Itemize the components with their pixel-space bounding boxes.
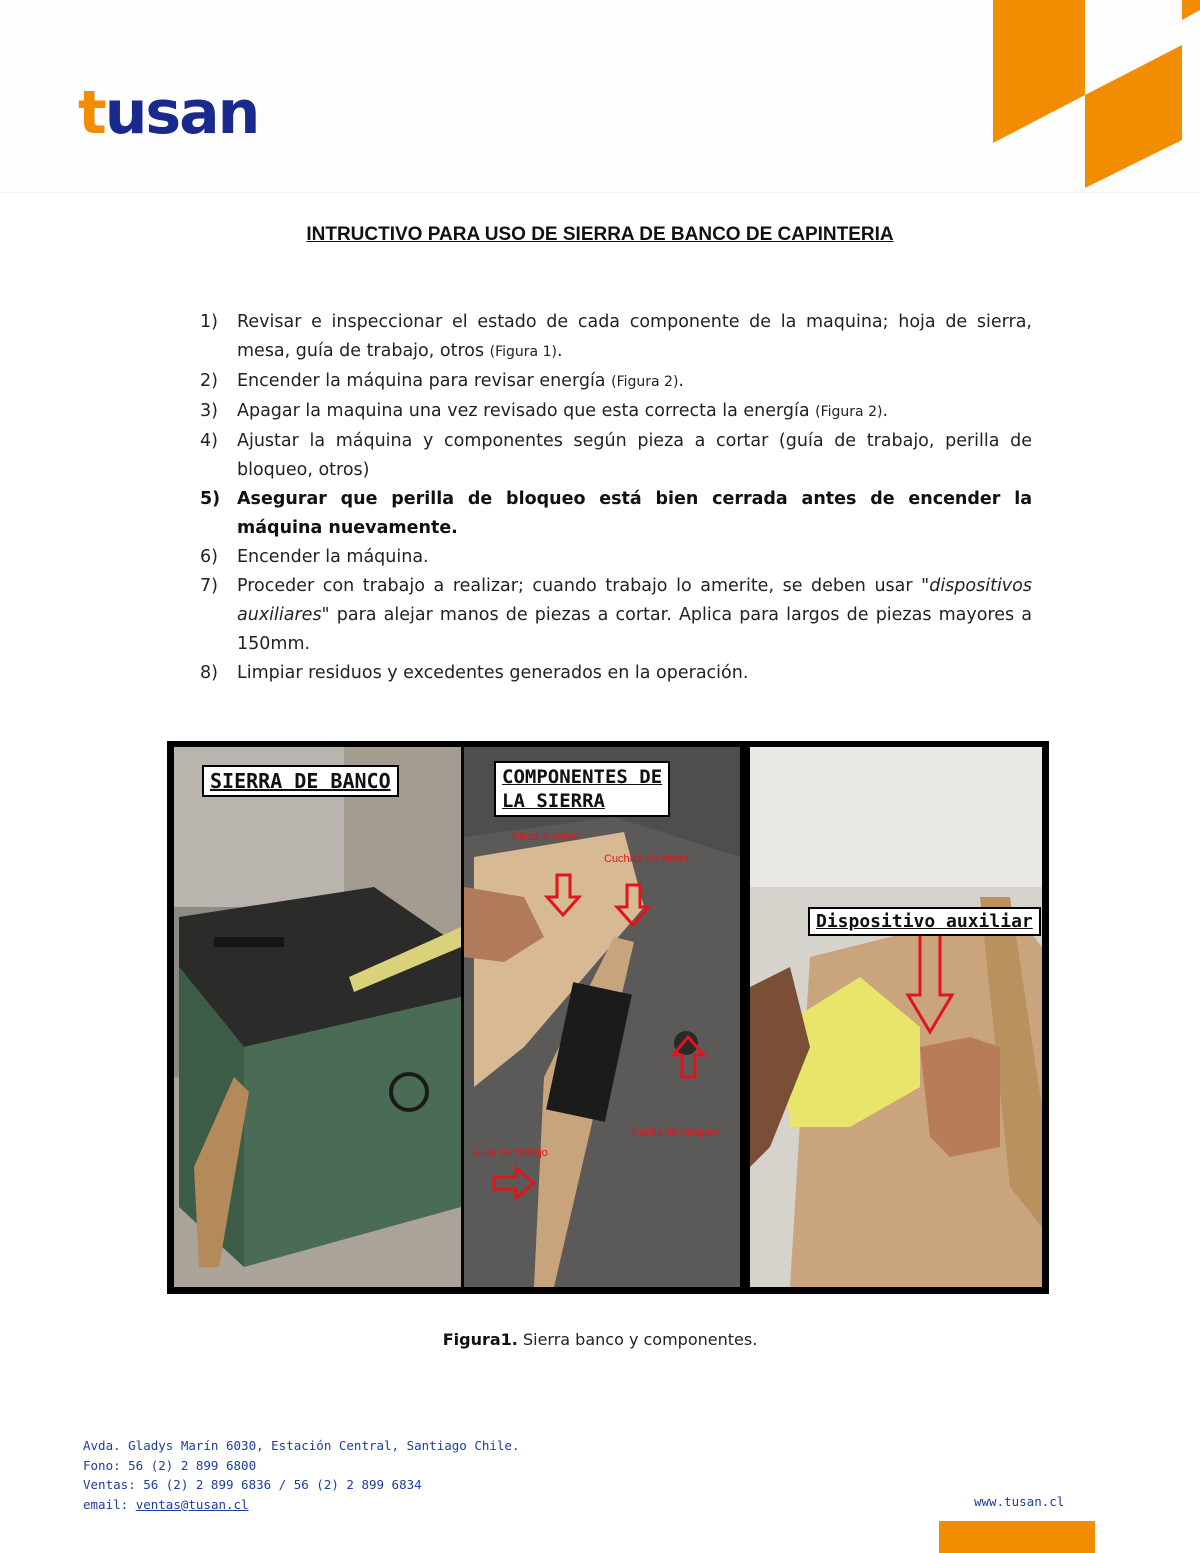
website-link[interactable]: www.tusan.cl [974,1494,1065,1509]
saw-components-photo [464,747,740,1287]
address-text: Avda. Gladys Marín 6030, Estación Central, Santiago Chile. [83,1438,520,1453]
footer-orange-bar [939,1521,1095,1553]
orange-decoration-icon [985,0,1200,192]
panel-label-dispositivo-auxiliar: Dispositivo auxiliar [808,907,1041,936]
step-1: 1) Revisar e inspeccionar el estado de cada componente de la maquina; hoja de sierra, mesa, guía de trabajo, otros (Figura 1). [200,312,1032,361]
annotation-cuchilla-de-sierra: Cuchilla de sierra [604,853,689,865]
annotation-pieza-a-cortar: Pieza a cortar [512,831,580,843]
figure-reference: (Figura 1) [489,344,557,360]
email-line: email: ventas@tusan.cl [83,1496,249,1512]
figure-reference: (Figura 2) [815,404,883,420]
step-4: 4) Ajustar la máquina y componentes según pieza a cortar (guía de trabajo, perilla de bloqueo, otros) [200,431,1032,480]
figure-caption: Figura1. Sierra banco y componentes. [442,1330,758,1349]
figure-1-photo-collage [167,741,1049,1294]
step-7: 7) Proceder con trabajo a realizar; cuando trabajo lo amerite, se deben usar "dispositivos auxiliares" para alejar manos de piezas a cortar. Aplica para largos de piezas mayores a 150mm. [200,576,1032,654]
panel-label-componentes: COMPONENTES DE LA SIERRA [494,761,670,817]
document-title: INTRUCTIVO PARA USO DE SIERRA DE BANCO DE CAPINTERIA [306,224,894,245]
step-6: 6) Encender la máquina. [200,547,429,567]
instruction-list [200,308,1032,688]
panel-label-sierra-de-banco: SIERRA DE BANCO [202,765,399,797]
annotation-guia-de-trabajo: Guía de trabajo [472,1147,548,1159]
phone-text: Fono: 56 (2) 2 899 6800 [83,1457,257,1473]
contact-info [83,1436,520,1514]
email-link[interactable]: ventas@tusan.cl [135,1496,249,1512]
step-2: 2) Encender la máquina para revisar energía (Figura 2). [200,371,684,391]
tusan-logo: tusan [78,78,259,148]
step-3: 3) Apagar la maquina una vez revisado que esta correcta la energía (Figura 2). [200,401,889,421]
table-saw-photo [174,747,461,1287]
annotation-perilla-de-bloqueo: Perilla de bloqueo [632,1127,721,1139]
step-5: 5) Asegurar que perilla de bloqueo está bien cerrada antes de encender la máquina nuevamente. [200,489,1032,538]
auxiliary-device-photo [750,747,1042,1287]
figure-reference: (Figura 2) [611,374,679,390]
sales-text: Ventas: 56 (2) 2 899 6836 / 56 (2) 2 899 6834 [83,1477,422,1492]
step-8: 8) Limpiar residuos y excedentes generados en la operación. [200,663,749,683]
